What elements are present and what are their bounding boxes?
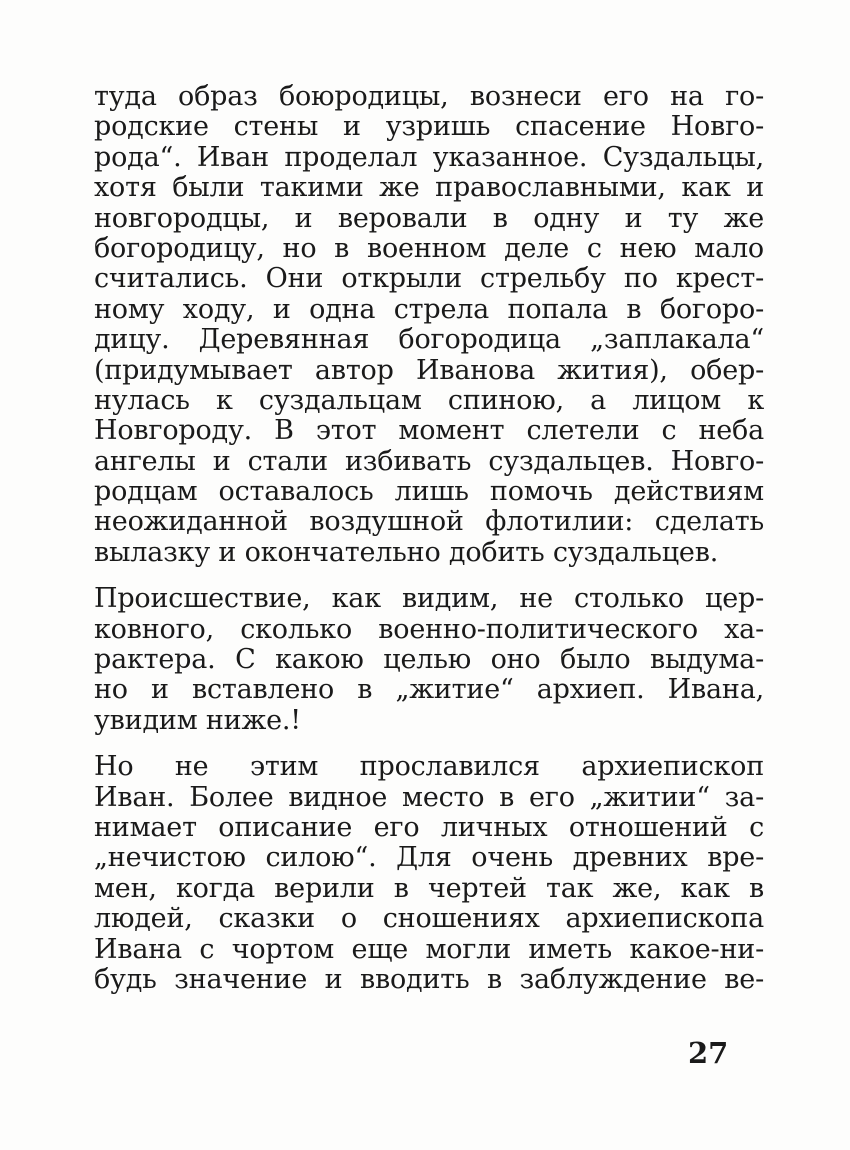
text-line: неожиданной воздушной флотилии: сделать — [94, 506, 764, 538]
text-line: рактера. С какою целью оно было выдума- — [94, 644, 764, 676]
text-line: „нечистою силою“. Для очень древних вре- — [94, 842, 764, 874]
paragraph-1 — [94, 82, 764, 568]
paragraph-3 — [94, 752, 764, 995]
text-line: Иван. Более видное место в его „житии“ за- — [94, 781, 764, 813]
text-line: ному ходу, и одна стрела попала в богоро- — [94, 293, 764, 325]
text-line: ковного, сколько военно-политического ха- — [94, 613, 764, 645]
text-line: Но не этим прославился архиепископ — [94, 751, 764, 783]
text-line: дицу. Деревянная богородица „заплакала“ — [94, 324, 764, 356]
page-number: 27 — [688, 1036, 729, 1070]
text-line: родцам оставалось лишь помочь действиям — [94, 476, 764, 508]
text-line: мен, когда верили в чертей так же, как в — [94, 872, 764, 904]
text-line: родские стены и узришь спасение Новго- — [94, 111, 764, 143]
text-line: рода“. Иван проделал указанное. Суздальцы, — [94, 141, 764, 173]
paragraph-gap — [94, 568, 764, 584]
text-line: будь значение и вводить в заблуждение ве- — [94, 963, 764, 995]
text-line: туда образ боюродицы, вознеси его на го- — [94, 81, 764, 112]
text-line: увидим ниже.! — [94, 704, 301, 736]
text-line: людей, сказки о сношениях архиепископа — [94, 903, 764, 935]
text-line: (придумывает автор Иванова жития), обер- — [94, 354, 764, 386]
text-line: новгородцы, и веровали в одну и ту же — [94, 202, 764, 234]
paragraph-gap — [94, 736, 764, 752]
text-line: Новгороду. В этот момент слетели с неба — [94, 415, 764, 447]
text-line: считались. Они открыли стрельбу по крест- — [94, 263, 764, 295]
text-line: хотя были такими же православными, как и — [94, 172, 764, 204]
text-line: ангелы и стали избивать суздальцев. Новго- — [94, 445, 764, 477]
text-line: нулась к суздальцам спиною, а лицом к — [94, 384, 764, 416]
text-line: Происшествие, как видим, не столько цер- — [94, 583, 764, 615]
text-line: вылазку и окончательно добить суздальцев. — [94, 536, 719, 568]
body-text — [94, 82, 764, 995]
text-line: богородицу, но в военном деле с нею мало — [94, 232, 764, 264]
text-line: Ивана с чортом еще могли иметь какое-ни- — [94, 933, 764, 965]
text-line: нимает описание его личных отношений с — [94, 811, 764, 843]
text-line: но и вставлено в „житие“ архиеп. Ивана, — [94, 674, 764, 706]
paragraph-2 — [94, 584, 764, 736]
